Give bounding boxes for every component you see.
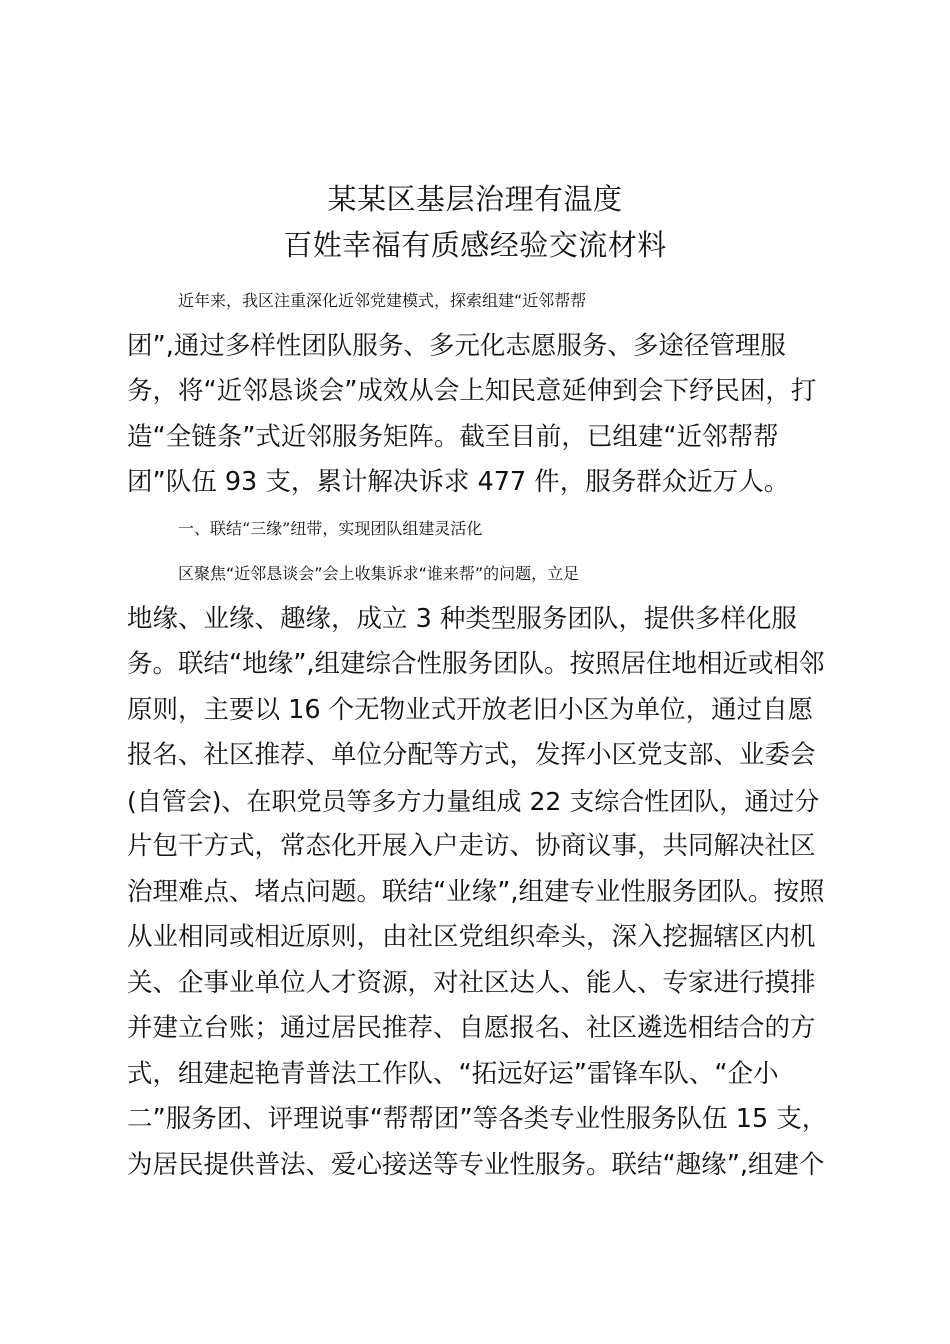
text-line: 从业相同或相近原则，由社区党组织牵头，深入挖掘辖区内机 bbox=[127, 922, 816, 952]
text-line: 二”服务团、评理说事“帮帮团”等各类专业性服务队伍 15 支， bbox=[127, 1104, 828, 1134]
text-line: 治理难点、堵点问题。联结“业缘”,组建专业性服务团队。按照 bbox=[127, 876, 825, 907]
text-line: 团”队伍 93 支，累计解决诉求 477 件，服务群众近万人。 bbox=[127, 467, 790, 497]
document-body bbox=[127, 278, 827, 1188]
text-line: 团”,通过多样性团队服务、多元化志愿服务、多途径管理服 bbox=[127, 330, 786, 361]
text-line: 区聚焦“近邻恳谈会”会上收集诉求“谁来帮”的问题，立足 bbox=[178, 564, 580, 583]
text-line: 片包干方式，常态化开展入户走访、协商议事，共同解决社区 bbox=[127, 831, 816, 861]
section-heading: 一、联结“三缘”纽带，实现团队组建灵活化 bbox=[178, 518, 483, 538]
title-line-1: 某某区基层治理有温度 bbox=[327, 182, 623, 216]
text-line: 近年来，我区注重深化近邻党建模式，探索组建“近邻帮帮 bbox=[178, 291, 587, 310]
text-line: 原则，主要以 16 个无物业式开放老旧小区为单位，通过自愿 bbox=[127, 694, 814, 725]
text-line: 并建立台账；通过居民推荐、自愿报名、社区遴选相结合的方 bbox=[127, 1013, 816, 1043]
text-line: 务。联结“地缘”,组建综合性服务团队。按照居住地相近或相邻 bbox=[127, 649, 825, 679]
text-line: 为居民提供普法、爱心接送等专业性服务。联结“趣缘”,组建个 bbox=[127, 1149, 825, 1180]
text-line: 式，组建起艳青普法工作队、“拓远好运”雷锋车队、“企小 bbox=[127, 1058, 779, 1089]
text-line: 关、企事业单位人才资源，对社区达人、能人、专家进行摸排 bbox=[127, 967, 816, 998]
text-line: 务，将“近邻恳谈会”成效从会上知民意延伸到会下纾民困，打 bbox=[127, 376, 817, 406]
document-title bbox=[0, 176, 950, 268]
text-line: 报名、社区推荐、单位分配等方式，发挥小区党支部、业委会 bbox=[127, 740, 816, 770]
text-line: (自管会)、在职党员等多方力量组成 22 支综合性团队，通过分 bbox=[127, 786, 820, 816]
title-line-2: 百姓幸福有质感经验交流材料 bbox=[283, 228, 667, 262]
text-line: 造“全链条”式近邻服务矩阵。截至目前，已组建“近邻帮帮 bbox=[127, 421, 779, 452]
text-line: 地缘、业缘、趣缘，成立 3 种类型服务团队，提供多样化服 bbox=[127, 603, 797, 634]
